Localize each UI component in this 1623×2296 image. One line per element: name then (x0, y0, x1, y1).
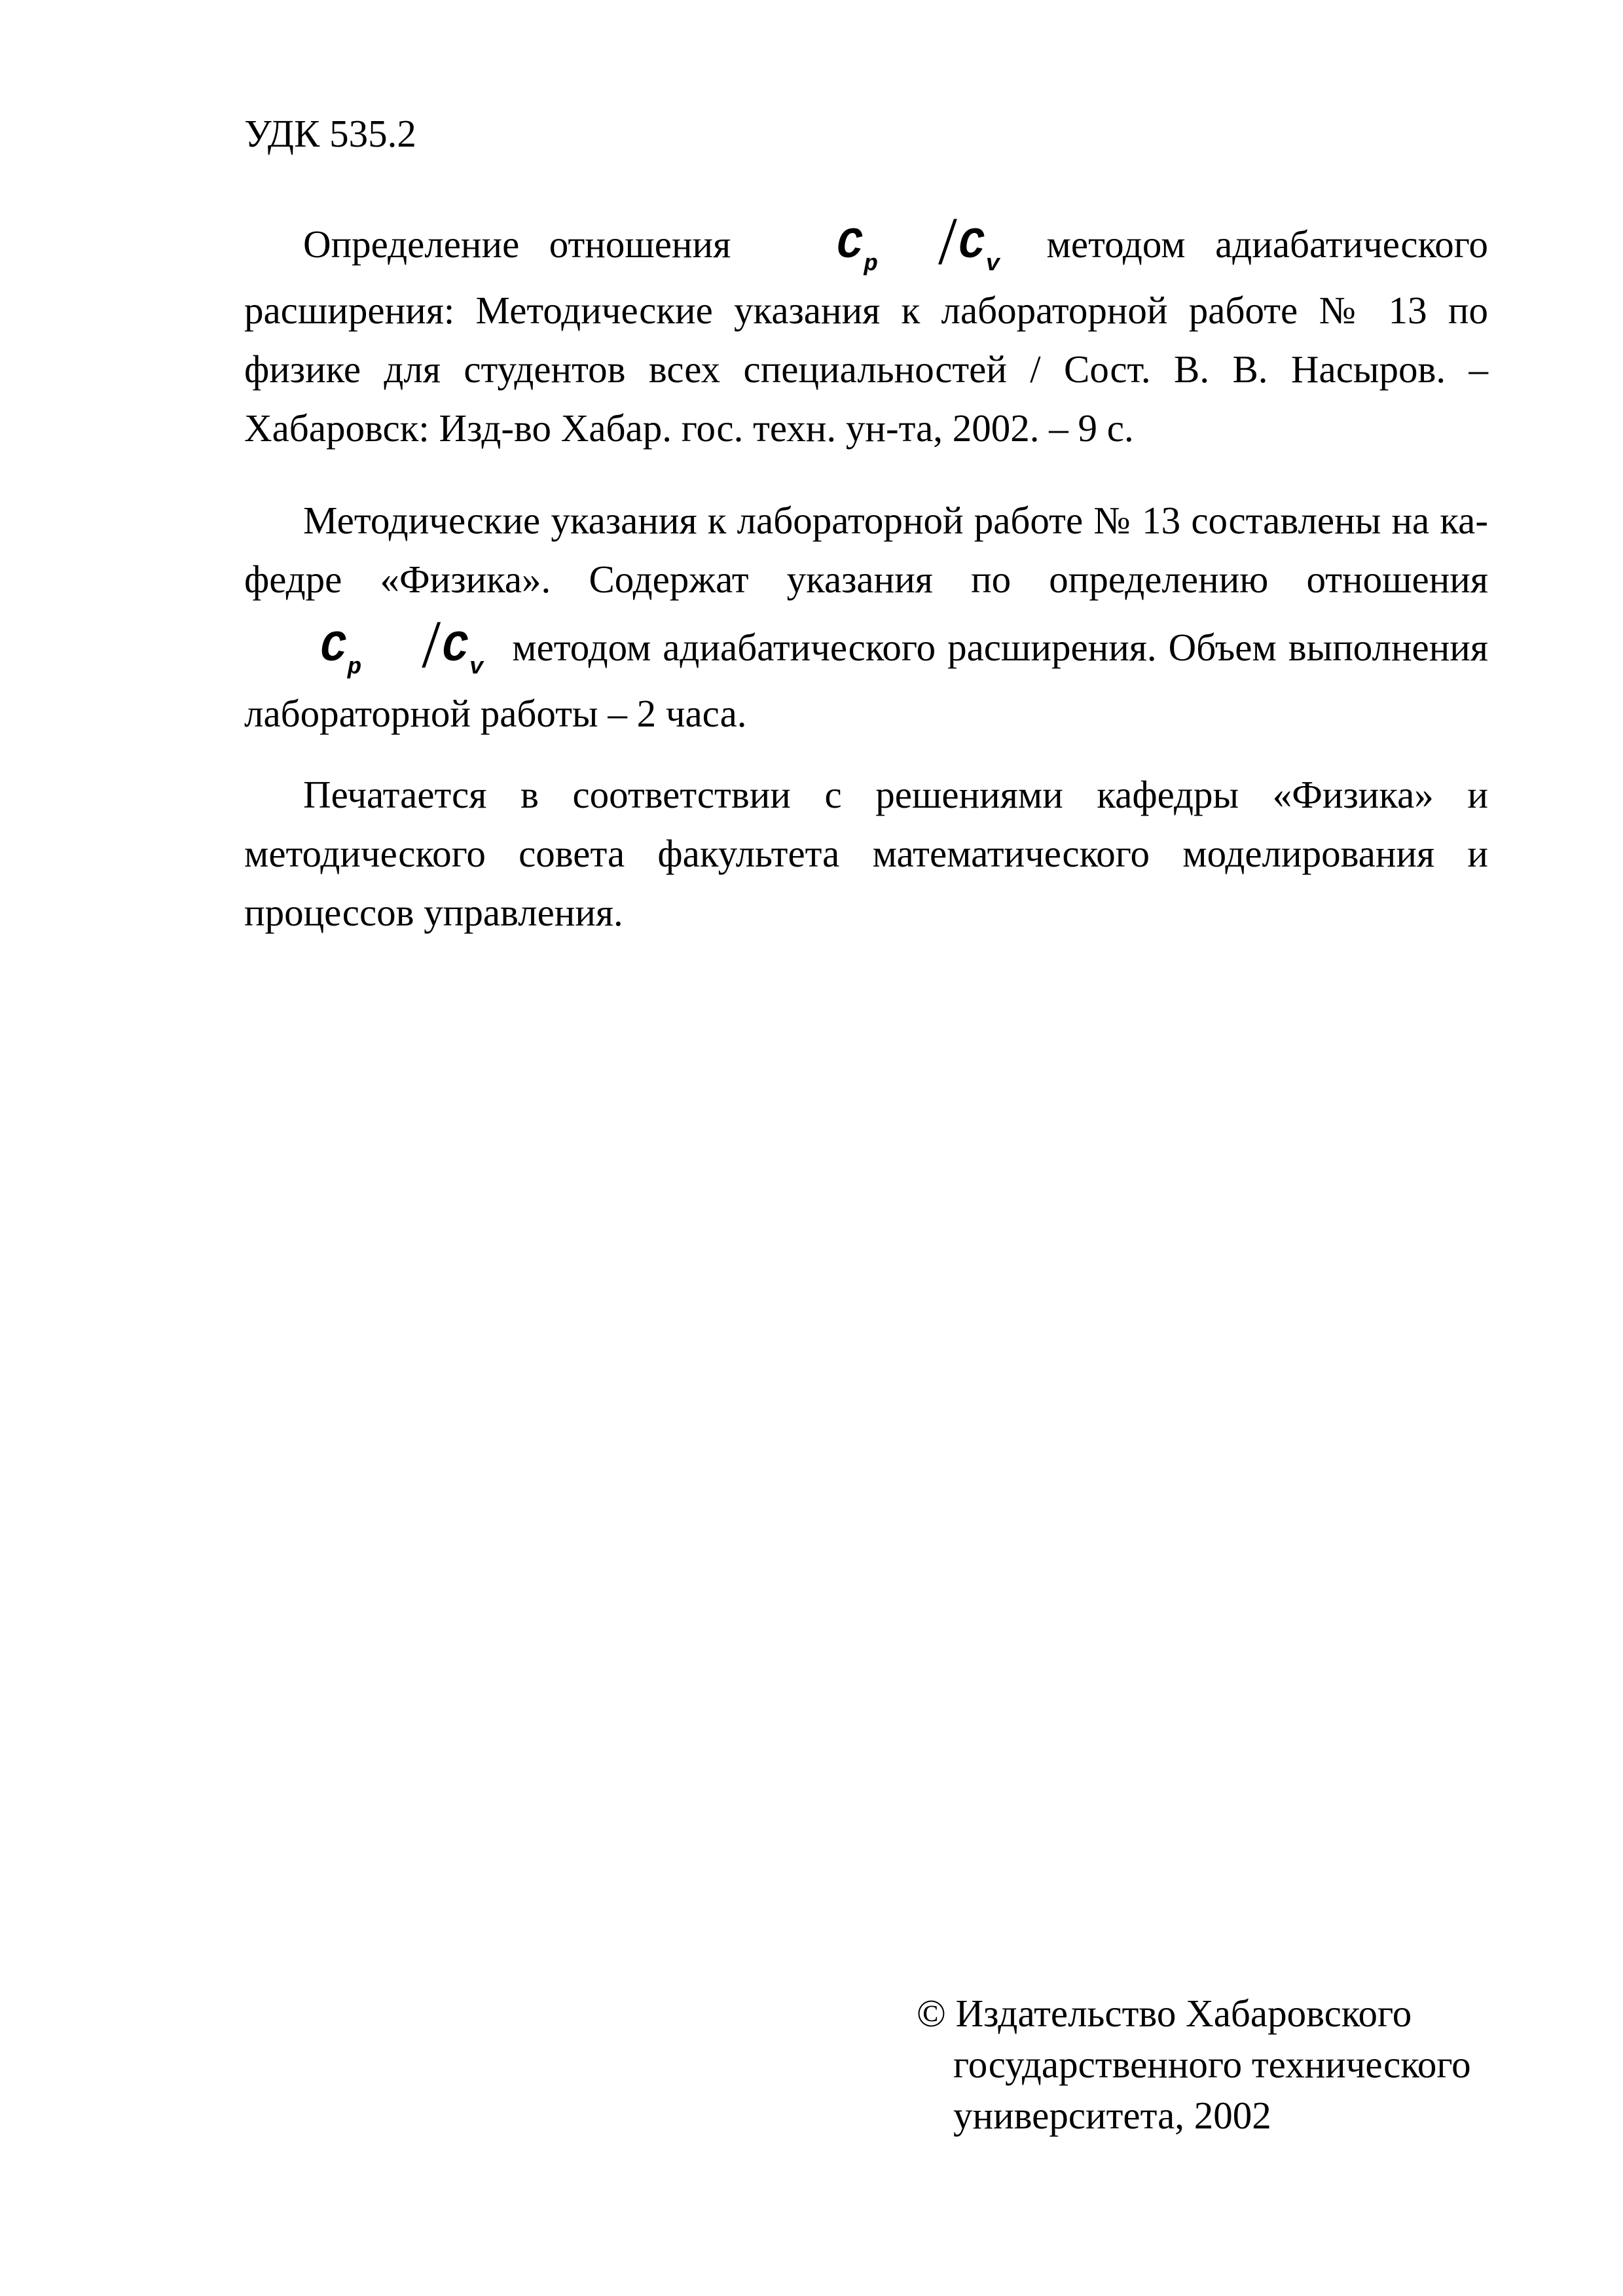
bibliographic-description (244, 206, 1488, 457)
formula-sub-p: p (347, 654, 362, 681)
formula-c: C (320, 624, 346, 673)
copyright-line-1: © Издательство Хабаровского (917, 1992, 1412, 2035)
paragraph2-text-start: Методические указания к лабораторной работе № 13 составлены на кафедре «Физика». Содержат указания по определению отношения (244, 499, 1488, 601)
copyright-line-3: университета, 2002 (953, 2094, 1271, 2137)
udk-code: УДК 535.2 (244, 112, 416, 155)
cp-cv-ratio-formula (261, 609, 483, 684)
copyright-line-2: государственного технического (953, 2043, 1471, 2086)
formula-c: C (836, 221, 863, 270)
cp-cv-ratio-formula (778, 206, 1000, 281)
formula-sub-p: p (864, 251, 878, 278)
formula-sub-v: v (985, 251, 1000, 278)
abstract-paragraph (244, 491, 1488, 743)
formula-slash: / (938, 204, 957, 279)
formula-c: C (958, 221, 985, 270)
formula-c: C (442, 624, 468, 673)
paragraph1-text-start: Определение отношения (303, 223, 731, 266)
formula-sub-v: v (469, 654, 484, 681)
publication-note: Печатается в соответствии с решениями кафедры «Физика» и методического совета факультета математического моделирования и процессов управления. (244, 773, 1488, 934)
copyright-block (917, 1988, 1471, 2141)
paragraph2-text-end: методом адиабатического расширения. Объем выполнения лабораторной работы – 2 часа. (244, 626, 1488, 735)
paragraph1-text-end: методом адиабатического расширения: Методические указания к лабораторной работе № 13 по физике для студентов всех специальностей / Сост. В. В. Насыров. – Хабаровск: Изд-во Хабар. гос. техн. ун-та, 2002. – 9 с. (244, 223, 1489, 450)
formula-slash: / (422, 607, 441, 682)
